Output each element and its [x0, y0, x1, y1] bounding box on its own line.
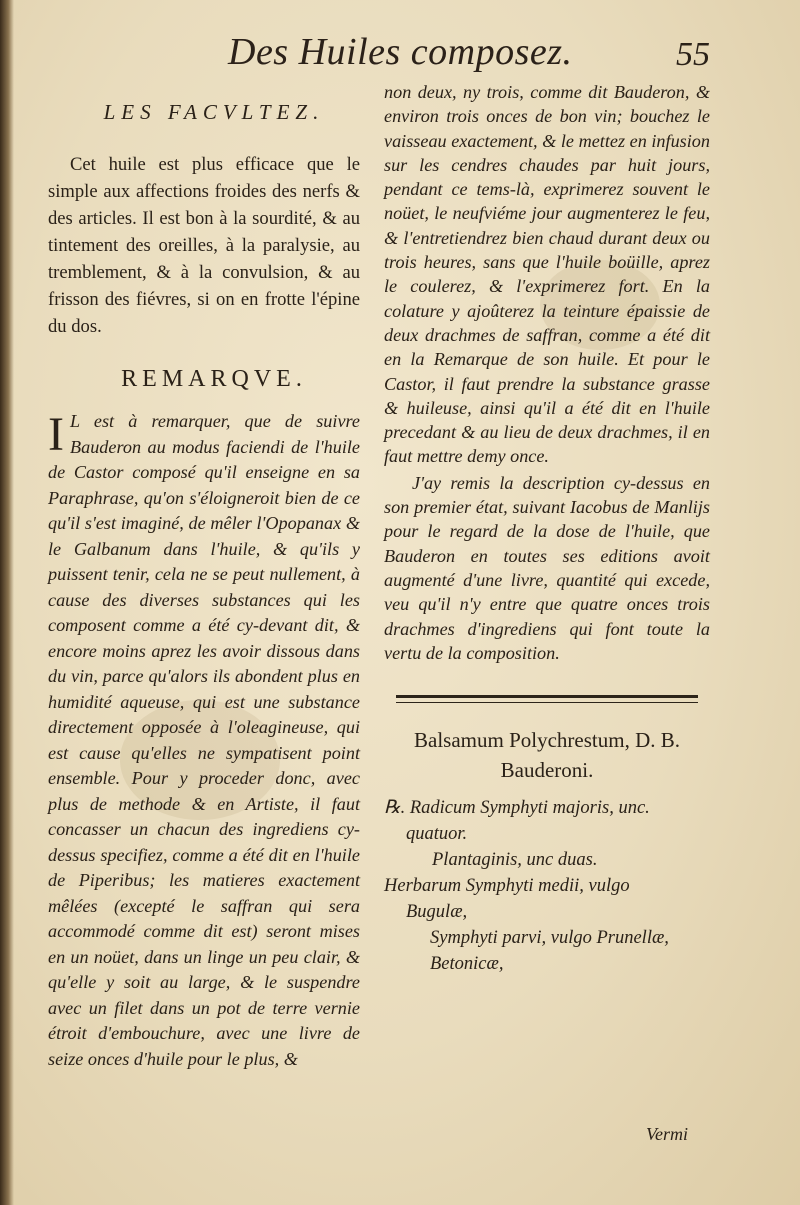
book-spine-shadow: [0, 0, 14, 1205]
recipe-ingredients: [384, 795, 710, 977]
section-divider: [396, 695, 698, 703]
left-column: [48, 80, 360, 1072]
recipe-title-line-1: Balsamum Polychrestum, D. B.: [414, 728, 680, 753]
recipe-line: Plantaginis, unc duas.: [432, 850, 598, 871]
recipe-line: Betonicæ,: [430, 954, 504, 975]
page-number: 55: [676, 36, 710, 73]
recipe-line: Herbarum Symphyti medii, vulgo: [384, 876, 630, 897]
drop-capital: I: [48, 408, 64, 461]
recipe-title-line-2: Bauderoni.: [500, 758, 594, 783]
recipe-line: Symphyti parvi, vulgo Prunellæ,: [430, 928, 669, 949]
right-column: [384, 80, 710, 977]
recipe-line: quatuor.: [406, 824, 468, 845]
recipe-title: [384, 725, 710, 785]
remarque-paragraph: [48, 409, 360, 1072]
recipe-line: ℞. Radicum Symphyti majoris, unc.: [384, 798, 650, 819]
recipe-line: Bugulæ,: [406, 902, 468, 923]
section-heading-facultez: LES FACVLTEZ.: [103, 100, 325, 124]
section-heading-remarque: REMARQVE.: [121, 366, 307, 392]
catchword: Vermi: [646, 1124, 688, 1144]
facultez-paragraph: Cet huile est plus efficace que le simple aux affections froides des nerfs & des articles. Il est bon à la sourdité, & au tintement des oreilles, à la paralysie, au tremblement, & à la convulsion, & au frisson des fiévres, si on en frotte l'épine du dos.: [48, 154, 360, 337]
continuation-paragraph: non deux, ny trois, comme dit Bauderon, & environ trois onces de bon vin; bouchez le vaisseau exactement, & le mettez en infusion sur les cendres chaudes par huit jours, pendant ce tems-là, exprimerez souvent le noüet, le neufviéme jour augmenterez le feu, & l'entretiendrez bien chaud durant deux ou trois heures, sans que l'huile boüille, aprez le coulerez, & l'exprimerez fort. En la colature y ajoûterez la teinture épaissie de deux drachmes de saffran, comme a été dit en la Remarque de son huile. Et pour le Castor, il faut prendre la substance grasse & huileuse, ainsi qu'il a été dit en l'huile precedant & au lieu de deux drachmes, il en faut mettre demy once.: [384, 82, 710, 467]
dose-note-paragraph: J'ay remis la description cy-dessus en son premier état, suivant Iacobus de Manlijs pour le regard de la dose de l'huile, que Bauderon en toutes ses editions avoit augmenté d'une livre, quantité qui excede, veu qu'il n'y entre que quatre onces trois drachmes d'ingrediens qui font toute la vertu de la composition.: [384, 472, 710, 663]
running-title: Des Huiles composez.: [228, 31, 573, 73]
page-header: [0, 30, 800, 82]
remarque-body: L est à remarquer, que de suivre Bauderon au modus faciendi de l'huile de Castor composé qu'il enseigne en sa Paraphrase, qu'on s'éloigneroit bien de ce qu'il s'est imaginé, de mêler l'Opopanax & le Galbanum dans l'huile, & qu'ils y puissent tenir, cela ne se peut nullement, à cause des diverses substances qui les composent comme a été cy-devant dit, & encore moins aprez les avoir dissous dans du vin, parce qu'alors ils abondent plus en humidité aqueuse, qui est une substance directement opposée à l'oleagineuse, qui est cause qu'elles ne sympatisent point ensemble. Pour y proceder donc, avec plus de methode & en Artiste, il faut concasser un chacun des ingrediens cy-dessus specifiez, comme a été dit en l'huile de Piperibus; les matieres exactement mêlées (excepté le saffran qui sera accommodé comme dit est) seront mises en un noüet, dans un linge un peu clair, & qu'elle y soit au large, & le suspendre avec un filet dans un pot de terre vernie étroit d'embouchure, avec une livre de seize onces d'huile pour le plus, &: [48, 411, 360, 1069]
